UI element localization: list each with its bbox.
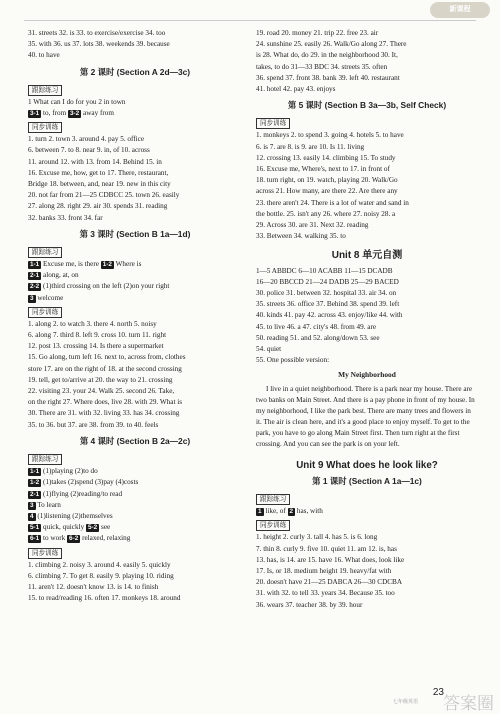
lesson-5-answers [256, 130, 478, 242]
tracking-practice-tag: 跟踪练习 [256, 494, 290, 505]
answer-line: 20. not far from 21—25 CDBCC 25. town 26. easily [28, 191, 180, 200]
tracking-practice-tag: 跟踪练习 [28, 454, 62, 465]
answer-text: to, from [41, 109, 68, 118]
answer-line: 23. there aren't 24. There is a lot of water and sand in [256, 198, 409, 207]
answer-line: store 17. are on the right of 18. at the second crossing [28, 364, 182, 373]
answer-text: To learn [35, 500, 61, 509]
item-badge: 1-1 [30, 261, 40, 269]
answer-line: 24. sunshine 25. easily 26. Walk/Go along 27. There [256, 40, 407, 49]
tracking-practice-tag: 跟踪练习 [28, 85, 62, 96]
answer-line: 12. crossing 13. easily 14. climbing 15. To study [256, 153, 396, 162]
answer-line: takes, to do 31—33 BDC 34. streets 35. often [256, 62, 388, 71]
answer-line: 22. visiting 23. your 24. Walk 25. second 26. Take, [28, 387, 175, 396]
essay-title: My Neighborhood [338, 370, 396, 380]
tracking-row [28, 511, 242, 522]
answer-line: 54. quiet [256, 345, 282, 354]
answer-text: (1)takes (2)spend (3)pay (4)costs [41, 478, 139, 487]
item-badge: 5-2 [87, 524, 98, 532]
answer-text: (1)flying (2)reading/to read [41, 489, 123, 498]
lesson-2-tracking-line-2 [28, 108, 242, 119]
tracking-row [28, 522, 242, 533]
item-badge: 3-2 [70, 110, 80, 118]
answer-text: relaxed, relaxing [80, 534, 131, 543]
answer-text: like, of [263, 507, 288, 516]
answer-line: 29. Across 30. are 31. Next 32. reading [256, 221, 369, 230]
answer-line: 35. streets 36. office 37. Behind 38. spend 39. left [256, 300, 400, 309]
lesson-5-title: 第 5 课时 (Section B 3a—3b, Self Check) [287, 100, 447, 111]
answer-block-top-right [256, 28, 478, 95]
answer-line: 18. turn right, on 19. watch, playing 20. Walk/Go [256, 176, 398, 185]
watermark: 答案圈 [443, 693, 494, 714]
answer-line: 50. reading 51. and 52. along/down 53. see [256, 333, 380, 342]
answer-line: Bridge 18. between, and, near 19. new in this city [28, 180, 171, 189]
answer-line: 35. with 36. us 37. lots 38. weekends 39. because [28, 40, 170, 49]
answer-line: 1. climbing 2. noisy 3. around 4. easily 5. quickly [28, 560, 171, 569]
essay-body: I live in a quiet neighborhood. There is a park near my house. There are two banks on Main Street. And there is a pay phone in front of my house. In my neighborhood, I like the park best. There are many trees and flowers in it. The air is clean here, and it's a good place to enjoy myself. To get to the park, you have to go along Main Street first. Then turn right at the first crossing. And you can see the park is on your left. [256, 384, 475, 448]
sync-training-tag: 同步训练 [28, 307, 62, 318]
unit-9-tracking-line [256, 506, 478, 517]
page-number: 23 [432, 686, 444, 698]
answer-text: (1)third crossing on the left (2)on your right [41, 282, 170, 291]
lesson-3-tracking-line [28, 281, 242, 292]
tracking-row [28, 466, 242, 477]
item-badge: 5-1 [30, 524, 40, 532]
answer-line: 27. along 28. right 29. air 30. spends 31. reading [28, 202, 168, 211]
answer-line: 1. height 2. curly 3. tall 4. has 5. is 6. long [256, 533, 378, 542]
answer-line: 30. There are 31. with 32. living 33. has 34. crossing [28, 409, 180, 418]
answer-line: 15. Go along, turn left 16. next to, across from, clothes [28, 353, 186, 362]
answer-text: quick, quickly [41, 523, 86, 532]
answer-line: 45. to live 46. a 47. city's 48. from 49. are [256, 322, 377, 331]
answer-line: 16—20 BBCCD 21—24 DADB 25—29 BACED [256, 277, 399, 286]
answer-line: 40. to have [28, 51, 60, 60]
item-badge: 6-1 [30, 535, 40, 543]
answer-text: has, with [295, 507, 323, 516]
sync-training-tag: 同步训练 [28, 548, 62, 559]
unit-8-test-title: Unit 8 单元自测 [331, 250, 403, 262]
lesson-2-title: 第 2 课时 (Section A 2d—3c) [79, 66, 191, 77]
unit-8-answers [256, 266, 478, 367]
answer-text: to work [41, 534, 68, 543]
answer-text: welcome [35, 293, 64, 302]
tracking-row [28, 489, 242, 500]
lesson-3-tracking-line [28, 259, 242, 270]
answer-line: on the right 27. Where does, live 28. with 29. What is [28, 398, 183, 407]
lesson-4-answers [28, 560, 242, 605]
lesson-2-tracking-line: 1 What can I do for you 2 in town [28, 97, 126, 106]
unit-9-lesson-1-title: 第 1 课时 (Section A 1a—1c) [312, 475, 422, 486]
answer-line: 35. to 36. but 37. are 38. from 39. to 40. feels [28, 420, 159, 429]
tracking-row [28, 500, 242, 511]
answer-line: 11. around 12. with 13. from 14. Behind 15. in [28, 157, 162, 166]
answer-line: 36. spend 37. front 38. bank 39. left 40. restaurant [256, 73, 400, 82]
answer-line: 1. along 2. to watch 3. there 4. north 5. noisy [28, 319, 157, 328]
answer-line: 32. banks 33. front 34. far [28, 213, 103, 222]
answer-line: 40. kinds 41. pay 42. across 43. enjoy/like 44. with [256, 311, 403, 320]
item-badge: 3 [30, 294, 34, 302]
answer-text: away from [81, 109, 114, 118]
answer-line: 6. is 7. are 8. is 9. are 10. Is 11. living [256, 142, 365, 151]
answer-line: 16. Excuse me, Where's, next to 17. in front of [256, 165, 390, 174]
grade-label: 七年级英语 [392, 698, 418, 705]
answer-line: 1—5 ABBDC 6—10 ACABB 11—15 DCADB [256, 266, 393, 275]
answer-text: along, at, on [41, 271, 79, 280]
lesson-4-tracking-rows [28, 466, 242, 544]
item-badge: 1-2 [102, 261, 112, 269]
lesson-3-answers [28, 319, 242, 431]
answer-line: 41. hotel 42. pay 43. enjoys [256, 85, 336, 94]
item-badge: 1-2 [30, 479, 40, 487]
tracking-practice-tag: 跟踪练习 [28, 247, 62, 258]
unit-9-title: Unit 9 What does he look like? [296, 459, 438, 471]
answer-text: see [99, 523, 111, 532]
answer-line: 33. Between 34. walking 35. to [256, 232, 346, 241]
answer-line: is 28. What do, do 29. in the neighborhood 30. It, [256, 51, 398, 60]
tracking-row [28, 477, 242, 488]
answer-text: (1)playing (2)to do [41, 467, 98, 476]
item-badge: 2-1 [30, 490, 40, 498]
answer-text: (1)listening (2)themselves [35, 511, 113, 520]
lesson-3-tracking-line [28, 293, 242, 304]
item-badge: 3 [30, 501, 34, 509]
answer-line: 6. climbing 7. To get 8. easily 9. playing 10. riding [28, 571, 174, 580]
answer-line: 31. with 32. to tell 33. years 34. Because 35. too [256, 589, 395, 598]
item-badge: 2-1 [30, 272, 40, 280]
item-badge: 4 [30, 512, 34, 520]
answer-line: 6. along 7. third 8. left 9. cross 10. turn 11. right [28, 331, 167, 340]
tracking-row [28, 533, 242, 544]
answer-text: Excuse me, is there [41, 260, 101, 269]
answer-line: 55. One possible version: [256, 356, 330, 365]
item-badge: 3-1 [30, 110, 40, 118]
header-rule [24, 20, 476, 21]
sync-training-tag: 同步训练 [256, 118, 290, 129]
answer-line: 1. turn 2. town 3. around 4. pay 5. office [28, 135, 145, 144]
answer-line: 13. has, is 14. are 15. have 16. What does, look like [256, 555, 405, 564]
answer-line: 15. to read/reading 16. often 17. monkeys 18. around [28, 594, 181, 603]
answer-line: 16. Excuse me, how, get to 17. There, restaurant, [28, 168, 169, 177]
answer-line: 17. Is, or 18. medium height 19. heavy/fat with [256, 566, 392, 575]
answer-text: Where is [113, 260, 142, 269]
answer-line: 19. tell, get to/arrive at 20. the way to 21. crossing [28, 375, 173, 384]
answer-line: 7. thin 8. curly 9. five 10. quiet 11. am 12. is, has [256, 544, 397, 553]
unit-9-answers [256, 532, 478, 610]
lesson-3-title: 第 3 课时 (Section B 1a—1d) [79, 228, 191, 239]
answer-line: 31. streets 32. is 33. to exercise/exercise 34. too [28, 29, 166, 37]
answer-line: 20. doesn't have 21—25 DABCA 26—30 CDCBA [256, 578, 403, 587]
answer-line: the bottle. 25. isn't any 26. where 27. noisy 28. a [256, 209, 396, 218]
item-badge: 1 [258, 508, 262, 516]
lesson-4-title: 第 4 课时 (Section B 2a—2c) [79, 435, 191, 446]
item-badge: 6-2 [69, 535, 79, 543]
answer-line: 19. road 20. money 21. trip 22. free 23. air [256, 29, 379, 37]
sync-training-tag: 同步训练 [256, 520, 290, 531]
answer-line: 6. between 7. to 8. near 9. in, of 10. across [28, 146, 150, 155]
answer-line: 12. post 13. crossing 14. Is there a supermarket [28, 342, 164, 351]
answer-line: 36. wears 37. teacher 38. by 39. hour [256, 600, 363, 609]
answer-block-top [28, 28, 242, 62]
right-column [256, 28, 478, 611]
lesson-2-answers [28, 134, 242, 224]
sync-training-tag: 同步训练 [28, 122, 62, 133]
answer-line: across 21. How many, are there 22. Are there any [256, 187, 398, 196]
left-column [28, 28, 242, 604]
publisher-logo: 新课程 [430, 2, 490, 18]
answer-line: 11. aren't 12. doesn't know 13. is 14. to finish [28, 582, 159, 591]
item-badge: 1-1 [30, 468, 40, 476]
item-badge: 2-2 [30, 283, 40, 291]
answer-line: 1. monkeys 2. to spend 3. going 4. hotels 5. to have [256, 131, 404, 140]
item-badge: 2 [289, 508, 294, 516]
answer-line: 30. police 31. between 32. hospital 33. air 34. on [256, 289, 397, 298]
lesson-3-tracking-line [28, 270, 242, 281]
